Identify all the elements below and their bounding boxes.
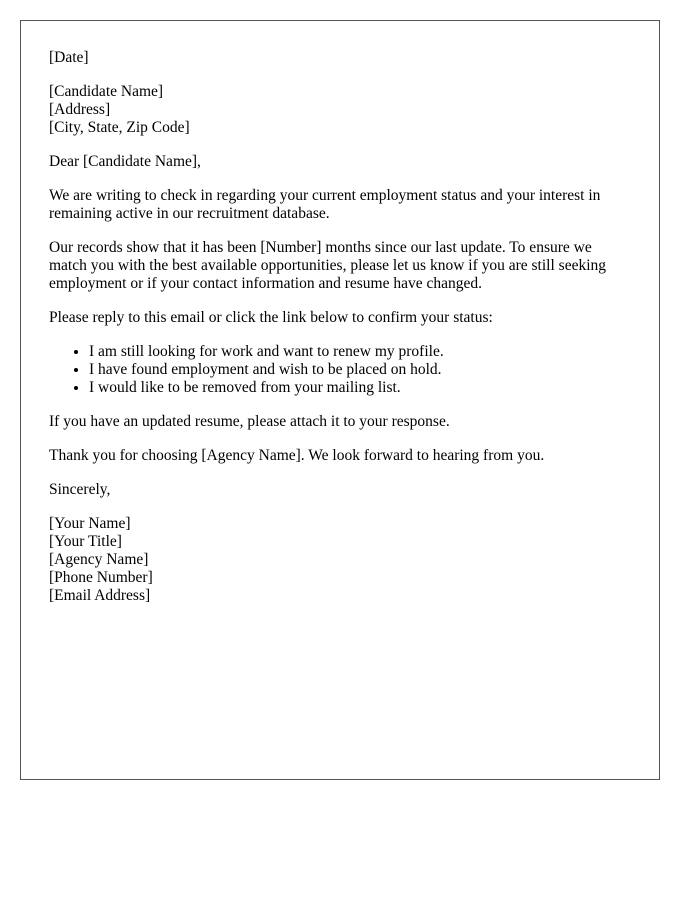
recipient-name: [Candidate Name] <box>49 83 164 100</box>
status-option-renew: • I am still looking for work and want to renew my profile. <box>89 343 631 361</box>
letter-page <box>20 20 660 780</box>
signature-email: [Email Address] <box>49 587 151 604</box>
status-options-list <box>49 343 631 397</box>
salutation: Dear [Candidate Name], <box>49 153 201 170</box>
letter-date: [Date] <box>49 49 89 66</box>
recipient-city-state-zip: [City, State, Zip Code] <box>49 119 190 136</box>
signature-title: [Your Title] <box>49 533 122 550</box>
recipient-address: [Address] <box>49 101 111 118</box>
closing: Sincerely, <box>49 481 111 498</box>
signature-phone: [Phone Number] <box>49 569 153 586</box>
status-option-remove: • I would like to be removed from your mailing list. <box>89 379 631 397</box>
paragraph-intro: We are writing to check in regarding your current employment status and your interest in remaining active in our recruitment database. <box>49 187 601 222</box>
signature-agency: [Agency Name] <box>49 551 149 568</box>
recipient-address-block <box>49 83 631 137</box>
paragraph-reply-instructions: Please reply to this email or click the link below to confirm your status: <box>49 309 493 326</box>
paragraph-records: Our records show that it has been [Number] months since our last update. To ensure we match you with the best available opportunities, please let us know if you are still seeking employment or if your contact information and resume have changed. <box>49 239 607 292</box>
signature-block <box>49 515 631 605</box>
paragraph-thanks: Thank you for choosing [Agency Name]. We look forward to hearing from you. <box>49 447 545 464</box>
status-option-hold: • I have found employment and wish to be placed on hold. <box>89 361 631 379</box>
paragraph-resume: If you have an updated resume, please attach it to your response. <box>49 413 450 430</box>
signature-name: [Your Name] <box>49 515 131 532</box>
